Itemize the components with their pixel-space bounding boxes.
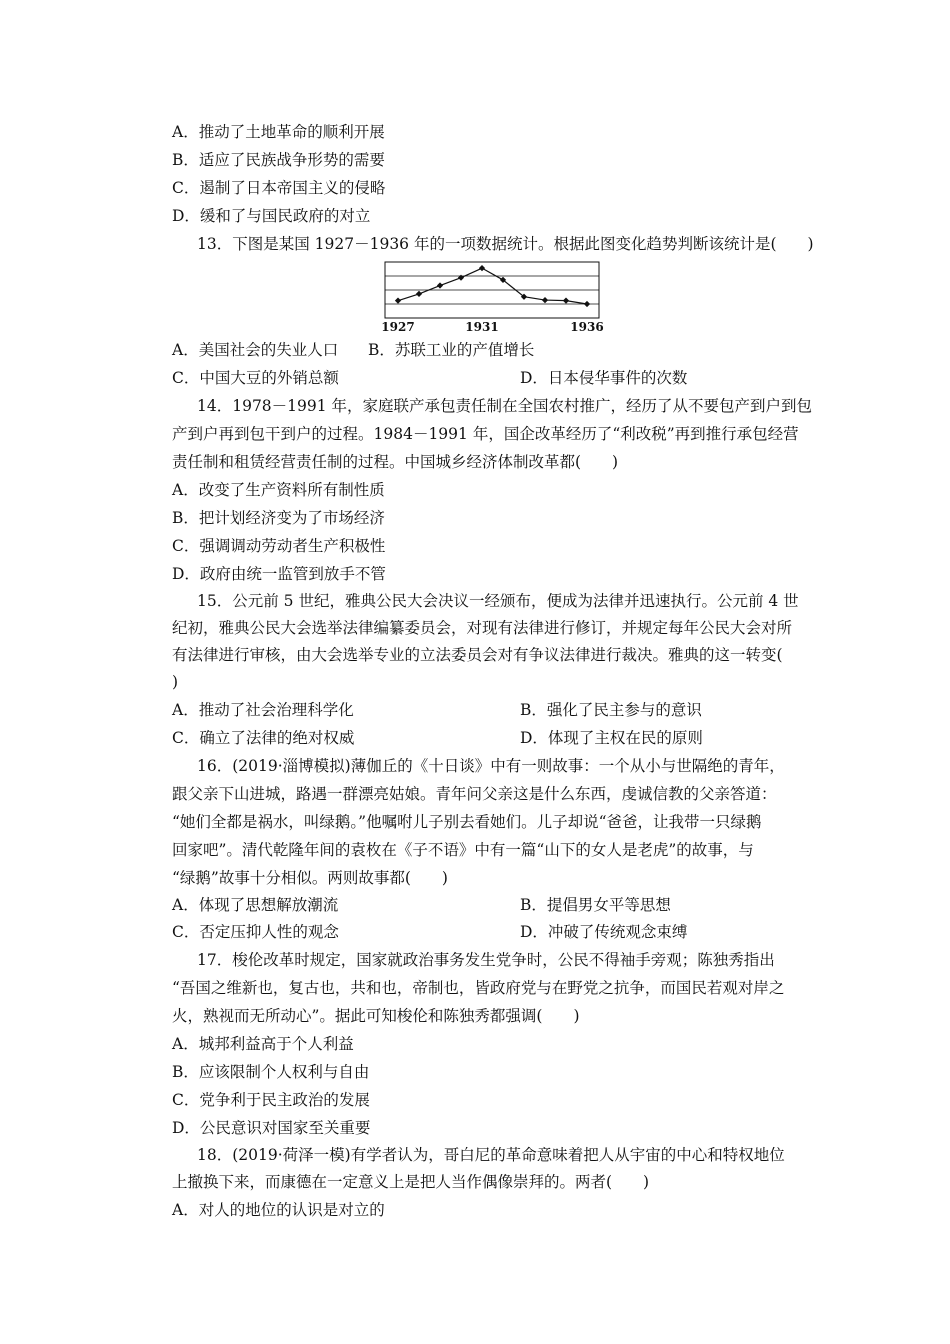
q14-option-d: D．政府由统一监管到放手不管 [172,565,386,583]
q16-stem-line-1: 16．(2019·淄博模拟)薄伽丘的《十日谈》中有一则故事：一个从小与世隔绝的青年， [197,757,785,775]
q16-option-a: A．体现了思想解放潮流 [172,896,339,914]
q15-option-b: B．强化了民主参与的意识 [520,701,702,719]
q14-stem-line-2: 产到户再到包干到户的过程。1984－1991 年，国企改革经历了“利改税”再到推行承包经营 [172,425,799,443]
chart-tick-label-1927: 1927 [381,320,415,334]
q17-stem-line-2: “吾国之维新也，复古也，共和也，帝制也，皆政府党与在野党之抗争，而国民若观对岸之 [172,979,785,997]
q15-stem-line-3: 有法律进行审核，由大会选举专业的立法委员会对有争议法律进行裁决。雅典的这一转变( [172,646,783,664]
q17-stem-line-1: 17．梭伦改革时规定，国家就政治事务发生党争时，公民不得袖手旁观；陈独秀指出 [197,951,775,969]
chart-tick-label-1931: 1931 [465,320,499,334]
q17-option-c: C．党争利于民主政治的发展 [172,1091,370,1109]
q14-stem-line-1: 14．1978－1991 年，家庭联产承包责任制在全国农村推广，经历了从不要包产到户到包 [197,397,813,415]
chart-tick-label-1936: 1936 [570,320,604,334]
q12-option-d: D．缓和了与国民政府的对立 [172,207,371,225]
q17-option-d: D．公民意识对国家至关重要 [172,1119,371,1137]
q13-option-a: A．美国社会的失业人口 [172,341,339,359]
chart-point-1927 [395,298,401,304]
q13-stem: 13．下图是某国 1927－1936 年的一项数据统计。根据此图变化趋势判断该统计是( ) [197,235,814,253]
chart-point-1930 [458,275,464,281]
chart-point-1929 [437,282,443,288]
q16-stem-line-4: 回家吧”。清代乾隆年间的袁枚在《子不语》中有一篇“山下的女人是老虎”的故事，与 [172,841,754,859]
q15-option-d: D．体现了主权在民的原则 [520,729,703,747]
chart-series-line [398,268,587,304]
q13-option-d: D．日本侵华事件的次数 [520,369,688,387]
q16-option-c: C．否定压抑人性的观念 [172,923,339,941]
q17-stem-line-3: 火，熟视而无所动心”。据此可知梭伦和陈独秀都强调( ) [172,1007,580,1025]
q18-stem-line-2: 上撤换下来，而康德在一定意义上是把人当作偶像崇拜的。两者( ) [172,1173,650,1191]
q16-stem-line-2: 跟父亲下山进城，路遇一群漂亮姑娘。青年问父亲这是什么东西，虔诚信教的父亲答道： [172,785,777,803]
chart-point-1934 [542,297,548,303]
q12-option-b: B．适应了民族战争形势的需要 [172,151,385,169]
q14-option-a: A．改变了生产资料所有制性质 [172,481,385,499]
chart-point-1928 [416,291,422,297]
q12-option-a: A．推动了土地革命的顺利开展 [172,123,385,141]
q14-option-c: C．强调调动劳动者生产积极性 [172,537,386,555]
chart-tick-labels [381,320,603,334]
q15-stem-line-4: ) [172,673,179,691]
q16-option-b: B．提倡男女平等思想 [520,896,671,914]
q15-stem-line-2: 纪初，雅典公民大会选举法律编纂委员会，对现有法律进行修订，并规定每年公民大会对所 [172,619,793,637]
q16-option-d: D．冲破了传统观念束缚 [520,923,688,941]
q16-stem-line-3: “她们全都是祸水，叫绿鹅。”他嘱咐儿子别去看她们。儿子却说“爸爸，让我带一只绿鹅 [172,813,762,831]
q18-option-a: A．对人的地位的认识是对立的 [172,1201,385,1219]
chart-point-1936 [584,301,590,307]
q13-option-b: B．苏联工业的产值增长 [368,341,535,359]
q14-stem-line-3: 责任制和租赁经营责任制的过程。中国城乡经济体制改革都( ) [172,453,619,471]
q15-stem-line-1: 15．公元前 5 世纪，雅典公民大会决议一经颁布，便成为法律并迅速执行。公元前 4 世 [197,592,799,610]
chart-grid [385,262,599,318]
q15-option-a: A．推动了社会治理科学化 [172,701,354,719]
q18-stem-line-1: 18．(2019·荷泽一模)有学者认为，哥白尼的革命意味着把人从宇宙的中心和特权地位 [197,1146,785,1164]
q13-chart [380,258,610,334]
chart-point-1935 [563,298,569,304]
q17-option-a: A．城邦利益高于个人利益 [172,1035,354,1053]
q16-stem-line-5: “绿鹅”故事十分相似。两则故事都( ) [172,869,448,887]
chart-point-1931 [479,265,485,271]
q13-option-c: C．中国大豆的外销总额 [172,369,339,387]
q15-option-c: C．确立了法律的绝对权威 [172,729,355,747]
q14-option-b: B．把计划经济变为了市场经济 [172,509,385,527]
q12-option-c: C．遏制了日本帝国主义的侵略 [172,179,386,197]
q17-option-b: B．应该限制个人权利与自由 [172,1063,370,1081]
